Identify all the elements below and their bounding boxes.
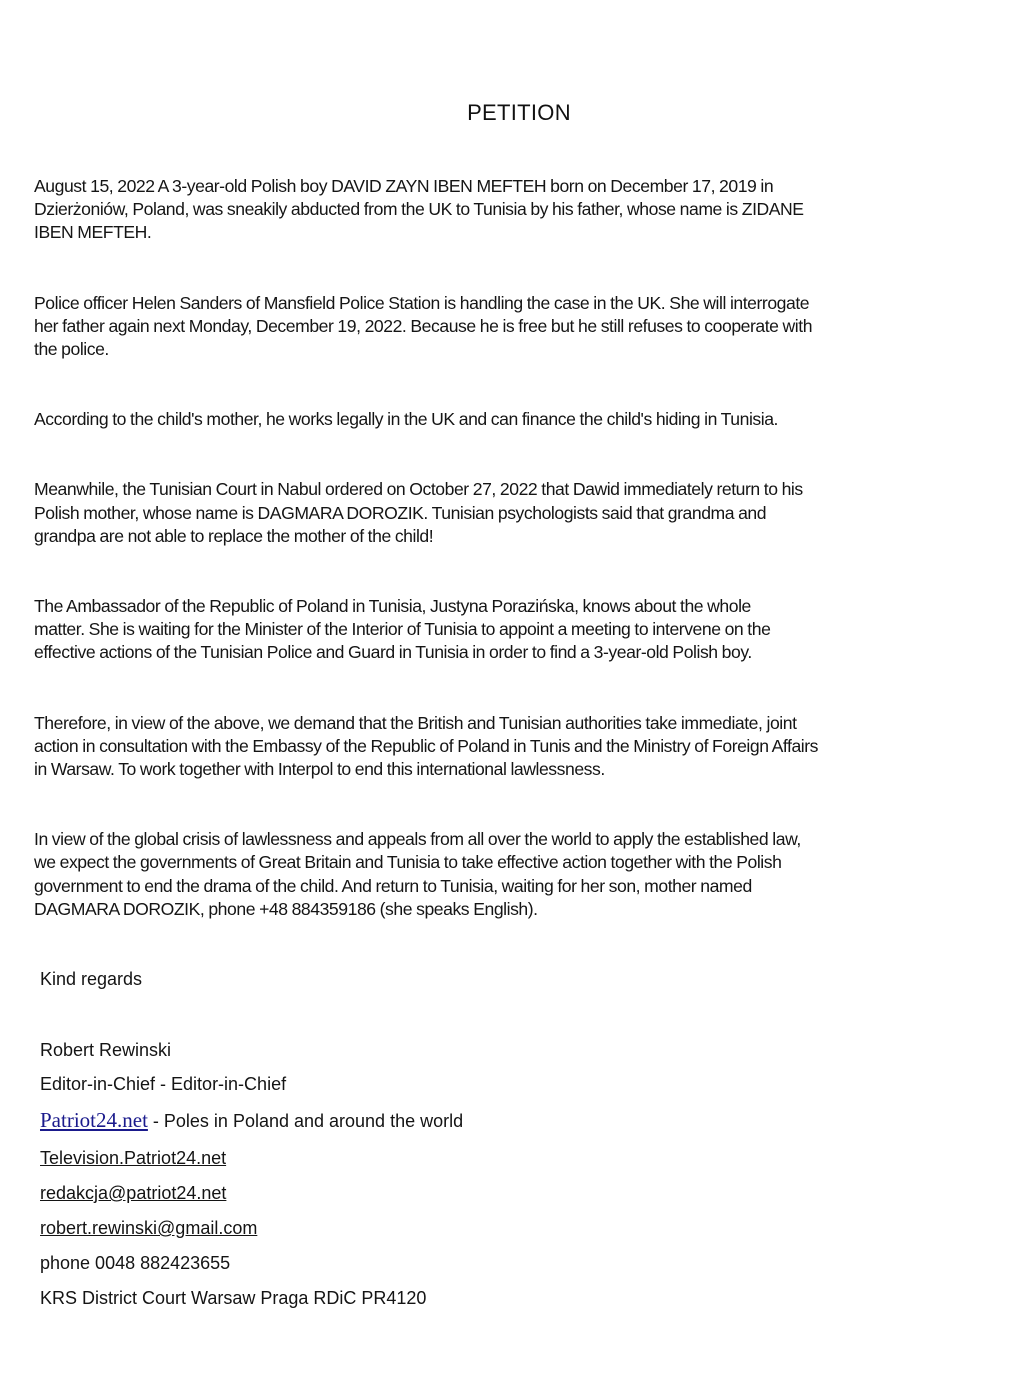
signature-email-personal-line [40, 1217, 1024, 1239]
signature-site-line [40, 1107, 1024, 1134]
patriot24-link[interactable]: Patriot24.net [40, 1108, 148, 1133]
personal-email-link[interactable]: robert.rewinski@gmail.com [40, 1218, 258, 1239]
site-tagline: - Poles in Poland and around the world [147, 1111, 464, 1132]
paragraph-ambassador: The Ambassador of the Republic of Poland in Tunisia, Justyna Porazińska, knows about the whole matter. She is waiting for the Minister of the Interior of Tunisia to appoint a meeting to intervene on the effective actions of the Tunisian Police and Guard in Tunisia in order to find a 3-year-old Polish boy. [34, 596, 771, 663]
signature-phone: phone 0048 882423655 [40, 1253, 231, 1274]
document-title: PETITION [467, 100, 571, 125]
signature-krs: KRS District Court Warsaw Praga RDiC PR4120 [40, 1288, 427, 1309]
paragraph-court-order: Meanwhile, the Tunisian Court in Nabul ordered on October 27, 2022 that Dawid immediately return to his Polish mother, whose name is DAGMARA DOROZIK. Tunisian psychologists said that grandma and grandpa are not able to replace the mother of the child! [34, 479, 803, 546]
paragraph-appeal: In view of the global crisis of lawlessness and appeals from all over the world to apply the established law, we expect the governments of Great Britain and Tunisia to take effective action together with the Polish government to end the drama of the child. And return to Tunisia, waiting for her son, mother named DAGMARA DOROZIK, phone +48 884359186 (she speaks English). [34, 829, 801, 919]
closing-text: Kind regards [40, 969, 143, 990]
paragraph-mother-statement: According to the child's mother, he works legally in the UK and can finance the child's hiding in Tunisia. [34, 409, 778, 430]
signature-tv-line [40, 1147, 1024, 1169]
editorial-email-link[interactable]: redakcja@patriot24.net [40, 1183, 227, 1204]
paragraph-police: Police officer Helen Sanders of Mansfield Police Station is handling the case in the UK. She will interrogate her father again next Monday, December 19, 2022. Because he is free but he still refuses to cooperate with the police. [34, 292, 813, 360]
signature-name: Robert Rewinski [40, 1040, 172, 1061]
paragraph-demand: Therefore, in view of the above, we demand that the British and Tunisian authorities take immediate, joint action in consultation with the Embassy of the Republic of Poland in Tunis and the Ministry of Foreign Affairs in Warsaw. To work together with Interpol to end this international lawlessness. [34, 712, 819, 780]
paragraph-abduction: August 15, 2022 A 3-year-old Polish boy DAVID ZAYN IBEN MEFTEH born on December 17, 2019 in Dzierżoniów, Poland, was sneakily abducted from the UK to Tunisia by his father, whose name is ZIDANE IBEN MEFTEH. [34, 176, 804, 243]
signature-email-editorial-line [40, 1182, 1024, 1204]
television-link[interactable]: Television.Patriot24.net [40, 1148, 227, 1169]
signature-role: Editor-in-Chief - Editor-in-Chief [40, 1074, 287, 1095]
